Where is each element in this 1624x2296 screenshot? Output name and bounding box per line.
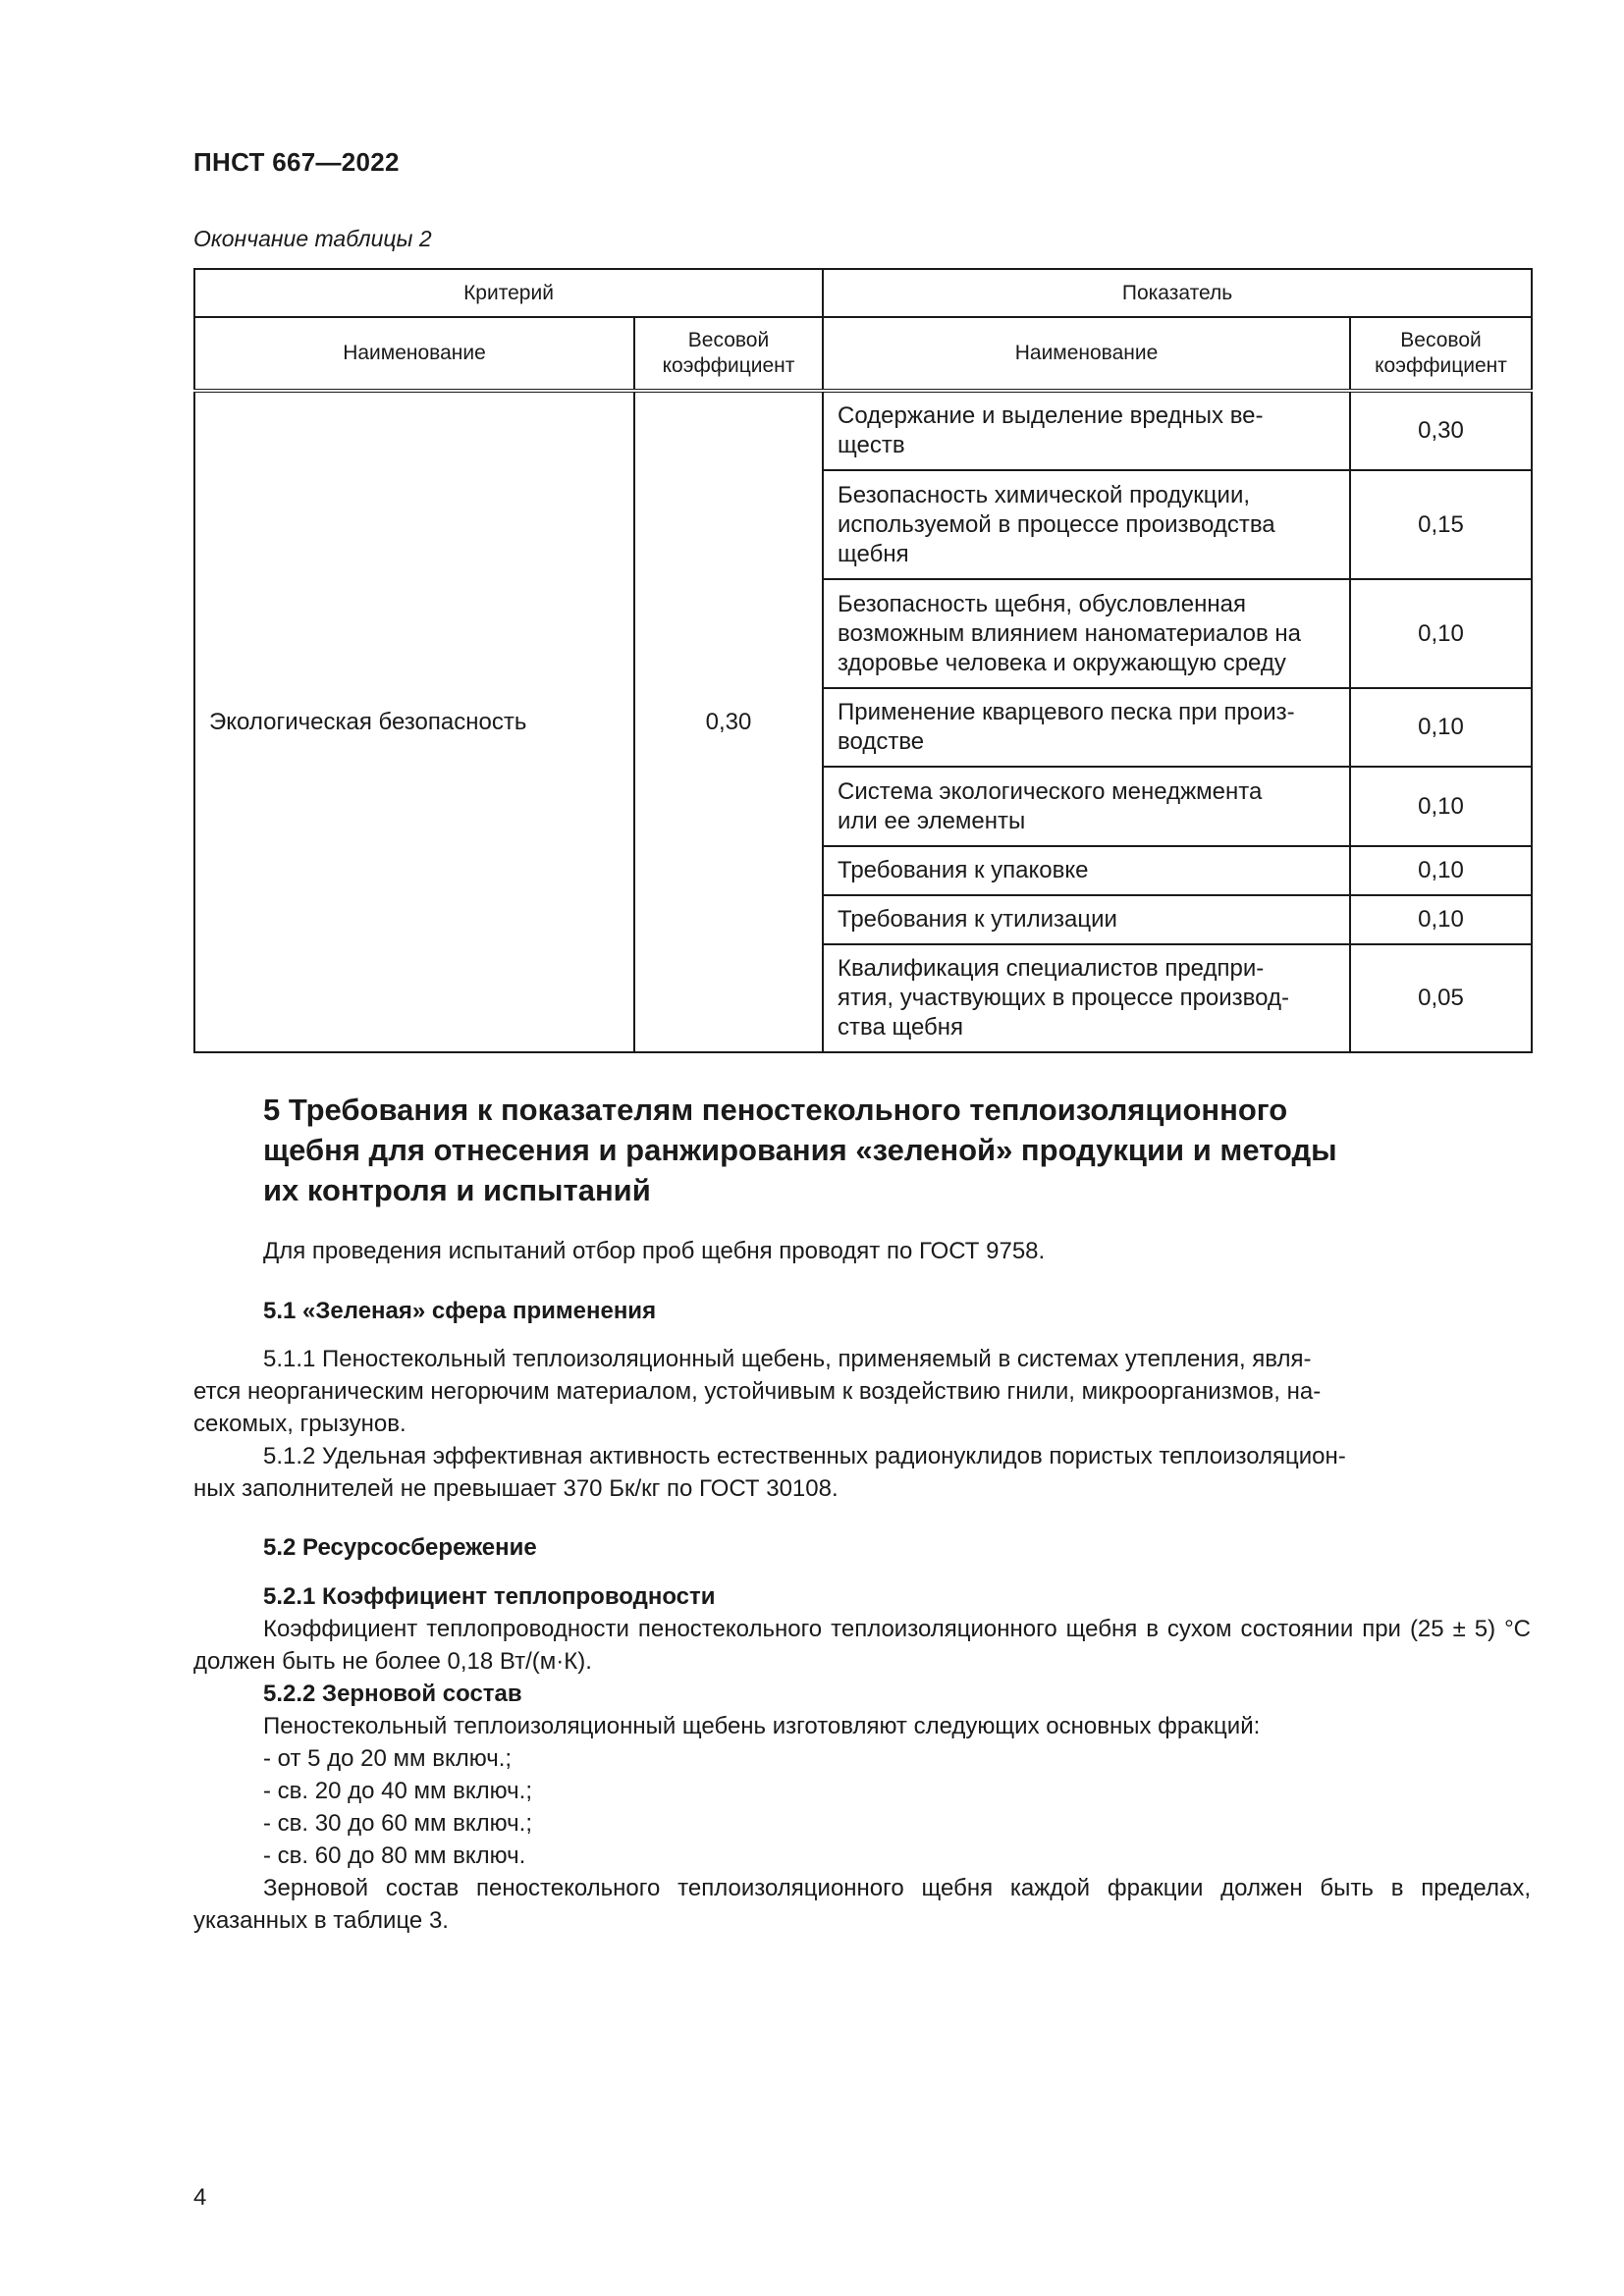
indicator-weight: 0,15 (1350, 470, 1532, 579)
indicator-weight: 0,10 (1350, 846, 1532, 895)
header-indicator-name: Наименование (823, 317, 1350, 391)
fraction-item: - от 5 до 20 мм включ.; (263, 1745, 513, 1772)
indicator-name: Содержание и выделение вредных ве- ществ (823, 391, 1350, 470)
indicator-weight: 0,10 (1350, 895, 1532, 944)
indicator-name: Безопасность щебня, обусловленная возможным влиянием наноматериалов на здоровье человека и окружающую среду (823, 579, 1350, 688)
indicator-weight: 0,05 (1350, 944, 1532, 1052)
header-indicator: Показатель (823, 269, 1532, 317)
indicator-weight: 0,30 (1350, 391, 1532, 470)
header-criterion: Критерий (194, 269, 823, 317)
fraction-item: - св. 20 до 40 мм включ.; (263, 1778, 532, 1804)
section-5-intro: Для проведения испытаний отбор проб щебня проводят по ГОСТ 9758. (263, 1238, 1046, 1264)
paragraph-5-2-2-intro: Пеностекольный теплоизоляционный щебень изготовляют следующих основных фракций: (263, 1713, 1261, 1739)
paragraph-5-2-1: Коэффициент теплопроводности пеностекольного теплоизоляционного щебня в сухом состоянии при (25 ± 5) °С должен быть не более 0,18 Вт/(м·К). (193, 1616, 1531, 1675)
section-5-title: 5 Требования к показателям пеностекольного теплоизоляционного щебня для отнесения и ранжирования «зеленой» продукции и методы их контроля и испытаний (263, 1093, 1337, 1207)
indicator-name: Требования к утилизации (823, 895, 1350, 944)
subsection-5-2-1-title: 5.2.1 Коэффициент теплопроводности (263, 1583, 716, 1610)
header-indicator-weight: Весовой коэффициент (1350, 317, 1532, 391)
subsection-5-2-2-title: 5.2.2 Зерновой состав (263, 1681, 522, 1707)
paragraph-5-1-1: 5.1.1 Пеностекольный теплоизоляционный щебень, применяемый в системах утепления, явля- ется неорганическим негорючим материалом, устойчивым к воздействию гнили, микроорганизмов, на- секомых, грызунов. (193, 1346, 1322, 1437)
indicator-name: Безопасность химической продукции, используемой в процессе производства щебня (823, 470, 1350, 579)
criterion-weight: 0,30 (634, 391, 823, 1052)
document-code: ПНСТ 667—2022 (193, 147, 400, 177)
indicator-weight: 0,10 (1350, 688, 1532, 767)
indicator-name: Система экологического менеджмента или ее элементы (823, 767, 1350, 846)
subsection-5-2-title: 5.2 Ресурсосбережение (263, 1534, 537, 1561)
criteria-table (193, 268, 1533, 1053)
indicator-weight: 0,10 (1350, 579, 1532, 688)
indicator-weight: 0,10 (1350, 767, 1532, 846)
header-criterion-weight: Весовой коэффициент (634, 317, 823, 391)
subsection-5-1-title: 5.1 «Зеленая» сфера применения (263, 1298, 657, 1324)
criterion-name: Экологическая безопасность (194, 391, 634, 1052)
table-row (194, 391, 1532, 470)
table-caption: Окончание таблицы 2 (193, 226, 432, 251)
fraction-item: - св. 60 до 80 мм включ. (263, 1842, 526, 1869)
indicator-name: Применение кварцевого песка при произ- водстве (823, 688, 1350, 767)
paragraph-5-2-2-outro: Зерновой состав пеностекольного теплоизоляционного щебня каждой фракции должен быть в пределах, указанных в таблице 3. (193, 1875, 1531, 1934)
page-number: 4 (193, 2184, 207, 2211)
header-criterion-name: Наименование (194, 317, 634, 391)
indicator-name: Требования к упаковке (823, 846, 1350, 895)
fraction-item: - св. 30 до 60 мм включ.; (263, 1810, 532, 1837)
indicator-name: Квалификация специалистов предпри- ятия, участвующих в процессе производ- ства щебня (823, 944, 1350, 1052)
paragraph-5-1-2: 5.1.2 Удельная эффективная активность естественных радионуклидов пористых теплоизоляцион- ных заполнителей не превышает 370 Бк/кг по ГОСТ 30108. (193, 1443, 1346, 1502)
